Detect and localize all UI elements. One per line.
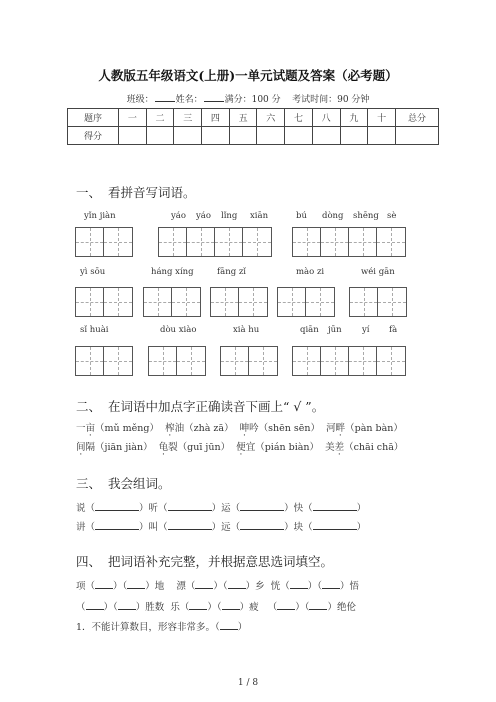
writing-box[interactable]	[292, 346, 406, 376]
table-cell: 四	[202, 109, 230, 127]
char: 运	[221, 503, 231, 514]
section-number: 二、	[76, 399, 102, 414]
answer-blank[interactable]	[228, 579, 246, 589]
pinyin: fà	[389, 325, 398, 335]
answer-blank[interactable]	[220, 620, 238, 630]
pinyin: fāng zǐ	[217, 267, 247, 277]
s2-line-1	[76, 420, 403, 434]
text: ）胜数	[135, 602, 165, 613]
text: （	[267, 602, 278, 613]
text: 项（	[76, 581, 96, 592]
char: 听	[148, 503, 159, 514]
pinyin: bú	[296, 211, 307, 221]
char: 吟	[249, 423, 259, 434]
text: ）悟	[340, 581, 360, 592]
answer-blank[interactable]	[222, 600, 240, 610]
page-title: 人教版五年级语文(上册)一单元试题及答案（必考题）	[98, 68, 398, 83]
table-cell: 二	[146, 109, 174, 127]
table-cell: 题序	[68, 109, 119, 127]
char: 一	[76, 423, 86, 434]
pinyin-choice[interactable]: （guī jūn）	[177, 442, 231, 453]
table-cell: 七	[285, 109, 313, 127]
writing-box[interactable]	[75, 227, 133, 257]
answer-blank[interactable]	[86, 600, 104, 610]
section-title: 看拼音写词语。	[108, 185, 196, 200]
char: 远	[221, 522, 231, 533]
score-table-header-row	[68, 109, 439, 127]
pinyin: mào zi	[296, 267, 325, 277]
score-input-cell[interactable]	[202, 127, 230, 145]
pinyin-choice[interactable]: （mǔ měng）	[95, 423, 160, 434]
score-table-score-row	[68, 127, 439, 145]
pinyin: jūn	[328, 325, 342, 335]
class-blank[interactable]	[155, 93, 175, 102]
score-input-cell[interactable]	[119, 127, 147, 145]
char: 说	[76, 503, 86, 514]
section-title: 把词语补充完整，并根据意思选词填空。	[108, 554, 334, 569]
table-cell: 总分	[396, 109, 439, 127]
pinyin: dòng	[322, 211, 344, 221]
char: 块	[293, 522, 304, 533]
text: ）（	[103, 602, 118, 613]
pinyin: xiān	[250, 211, 269, 221]
text: 恍（	[270, 581, 290, 592]
class-label: 班级：	[126, 95, 154, 105]
pinyin-choice[interactable]: （jiān jiàn）	[95, 442, 153, 453]
score-input-cell[interactable]	[312, 127, 340, 145]
answer-blank[interactable]	[118, 600, 136, 610]
answer-blank[interactable]	[240, 501, 284, 511]
writing-box[interactable]	[349, 287, 407, 317]
char: 油	[174, 423, 185, 434]
score-input-cell[interactable]	[340, 127, 368, 145]
section-2-heading	[76, 397, 324, 415]
answer-blank[interactable]	[168, 520, 212, 530]
s4-question-1	[76, 619, 247, 633]
answer-blank[interactable]	[95, 579, 113, 589]
pinyin: qiān	[300, 325, 319, 335]
table-cell: 五	[229, 109, 257, 127]
section-4-heading	[76, 552, 333, 570]
table-cell: 九	[340, 109, 368, 127]
score-input-cell[interactable]	[285, 127, 313, 145]
table-cell: 六	[257, 109, 285, 127]
s3-line-1: 说（ ）听（ ）运（ ）快（ ）	[76, 503, 367, 514]
section-number: 一、	[76, 185, 102, 200]
pinyin: yáo	[171, 211, 186, 221]
writing-box[interactable]	[292, 227, 406, 257]
answer-blank[interactable]	[95, 501, 139, 511]
dotted-char: 差	[334, 442, 345, 453]
char: 讲	[76, 522, 86, 533]
s3-line-2: 讲（ ）叫（ ）远（ ）块（ ）	[76, 522, 367, 533]
table-cell: 一	[119, 109, 147, 127]
full-score: 满分：100 分	[224, 95, 281, 105]
char: 隔	[85, 442, 96, 453]
text: ）（	[295, 602, 310, 613]
s4-line-1	[76, 578, 359, 592]
char: 河	[326, 423, 336, 434]
dotted-char: 畔	[335, 423, 346, 434]
writing-box[interactable]	[143, 287, 201, 317]
page-number: 1 / 8	[237, 678, 259, 688]
section-3-heading	[76, 474, 171, 492]
table-cell: 得分	[68, 127, 119, 145]
pinyin-choice[interactable]: （pàn bàn）	[345, 423, 403, 434]
dotted-char: 榨	[165, 423, 175, 434]
pinyin: sè	[387, 211, 397, 221]
score-input-cell[interactable]	[257, 127, 285, 145]
text: ）疲	[239, 602, 259, 613]
answer-blank[interactable]	[309, 600, 327, 610]
score-table	[67, 108, 439, 145]
answer-blank[interactable]	[168, 501, 212, 511]
answer-blank[interactable]	[290, 579, 308, 589]
pinyin-choice[interactable]: （shēn sēn）	[258, 423, 321, 434]
s4-line-2	[76, 599, 356, 613]
answer-blank[interactable]	[240, 520, 284, 530]
text: ）（	[307, 581, 323, 592]
dotted-char: 间	[76, 442, 86, 453]
answer-blank[interactable]	[189, 600, 207, 610]
text: ）（	[207, 602, 222, 613]
dotted-char: 龟	[158, 442, 169, 453]
pinyin: shēng	[353, 211, 379, 221]
table-cell: 十	[368, 109, 396, 127]
answer-blank[interactable]	[195, 579, 213, 589]
text: ）绝伦	[327, 602, 356, 613]
char: 宜	[245, 442, 256, 453]
char: 快	[293, 503, 304, 514]
table-cell: 三	[174, 109, 202, 127]
pinyin: lǐng	[221, 211, 238, 221]
char: 裂	[168, 442, 178, 453]
answer-blank[interactable]	[95, 520, 139, 530]
answer-blank[interactable]	[313, 501, 357, 511]
text: ）乡	[245, 581, 265, 592]
table-cell: 八	[312, 109, 340, 127]
pinyin-choice[interactable]: （zhà zā）	[184, 423, 234, 434]
section-number: 四、	[76, 554, 102, 569]
text: ）	[237, 622, 248, 633]
char: 美	[325, 442, 335, 453]
score-input-cell[interactable]	[229, 127, 257, 145]
pinyin: wéi gān	[361, 267, 395, 277]
pinyin: dòu xiào	[160, 325, 197, 335]
text: ）（	[213, 581, 228, 592]
answer-blank[interactable]	[127, 579, 145, 589]
section-1-heading	[76, 183, 196, 201]
text: 漂（	[176, 581, 196, 592]
dotted-char: 亩	[85, 423, 96, 434]
writing-box[interactable]	[277, 287, 335, 317]
answer-blank[interactable]	[313, 520, 357, 530]
name-label: 姓名：	[175, 95, 203, 105]
writing-box[interactable]	[75, 346, 133, 376]
text: ）（	[113, 581, 128, 592]
pinyin: háng xíng	[151, 267, 194, 277]
pinyin: yì sōu	[80, 267, 106, 277]
score-input-cell[interactable]	[174, 127, 202, 145]
section-title: 在词语中加点字正确读音下画上“ √ ”。	[108, 399, 325, 414]
exam-meta	[0, 92, 496, 105]
pinyin: sǐ huài	[80, 325, 109, 335]
pinyin: yǐn jiàn	[84, 211, 116, 221]
name-blank[interactable]	[204, 93, 224, 102]
pinyin: yí	[362, 325, 370, 335]
s2-line-2	[76, 439, 403, 453]
text: （	[76, 602, 86, 613]
writing-box[interactable]	[75, 287, 133, 317]
pinyin: yáo	[196, 211, 211, 221]
dotted-char: 便	[236, 442, 246, 453]
writing-box[interactable]	[220, 346, 278, 376]
score-input-cell[interactable]	[368, 127, 396, 145]
writing-box[interactable]	[158, 227, 272, 257]
section-number: 三、	[76, 476, 102, 491]
writing-box[interactable]	[210, 287, 268, 317]
score-input-cell[interactable]	[396, 127, 439, 145]
answer-blank[interactable]	[277, 600, 295, 610]
char: 叫	[148, 522, 159, 533]
text: 乐（	[170, 602, 190, 613]
answer-blank[interactable]	[322, 579, 340, 589]
section-title: 我会组词。	[108, 476, 171, 491]
pinyin: xià hu	[233, 325, 260, 335]
exam-time: 考试时间：90 分钟	[292, 95, 370, 105]
pinyin-choice[interactable]: （chāi chā）	[344, 442, 404, 453]
question-text: 1．不能计算数目，形容非常多。（	[76, 622, 220, 633]
dotted-char: 呻	[239, 423, 250, 434]
score-input-cell[interactable]	[146, 127, 174, 145]
pinyin-choice[interactable]: （pián biàn）	[255, 442, 320, 453]
text: ）地	[145, 581, 165, 592]
writing-box[interactable]	[148, 346, 206, 376]
